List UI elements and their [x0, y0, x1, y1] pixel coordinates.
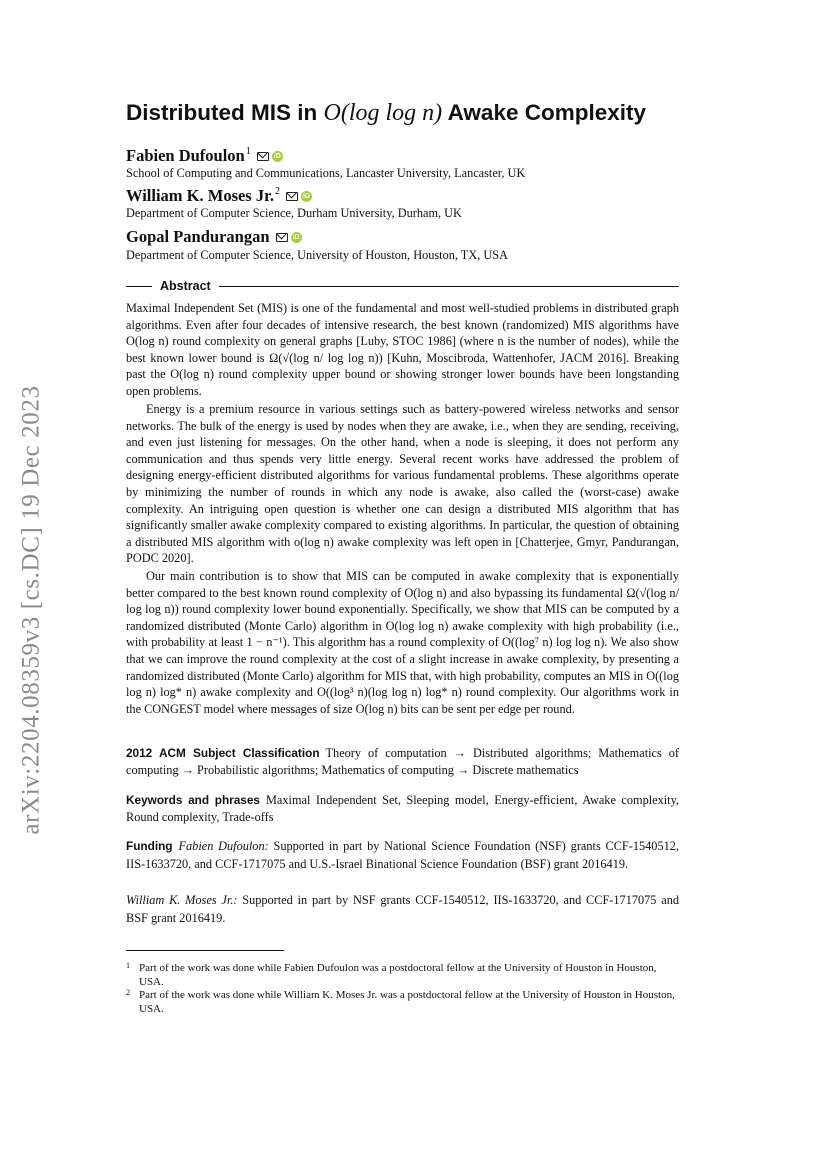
funding-1 — [126, 838, 679, 873]
abstract-paragraph-2: Energy is a premium resource in various settings such as battery-powered wireless networks and sensor networks. The bulk of the energy is used by nodes when they are awake, i.e., when they are sending, receiving, and even just listening for messages. On the other hand, when a node is sleeping, it does not perform any communication and thus spends very little energy. Several recent works have addressed the problem of designing energy-efficient distributed algorithms for various fundamental problems. These algorithms operate by minimizing the number of rounds in which any node is awake, also called the (worst-case) awake complexity. An intriguing open question is whether one can design a distributed MIS algorithm that has significantly smaller awake complexity compared to existing algorithms. In particular, the question of obtaining a distributed MIS algorithm with o(log n) awake complexity was left open in [Chatterjee, Gmyr, Pandurangan, PODC 2020]. — [126, 402, 679, 566]
author-3 — [126, 227, 302, 247]
keywords-label: Keywords and phrases — [126, 793, 260, 807]
abstract-paragraph-3: Our main contribution is to show that MIS can be computed in awake complexity that is exponentially better compared to the best known round complexity of O(log n) and also bypassing its fundamental Ω(√(log n/ log log n)) round complexity lower bound exponentially. Specifically, we show that MIS can be computed by a randomized distributed (Monte Carlo) algorithm in O(log log n) awake complexity with high probability (i.e., with probability at least 1 − n⁻¹). This algorithm has a round complexity of O((log⁷ n) log log n). We also show that we can improve the round complexity at the cost of a slight increase in awake complexity, by presenting a randomized distributed (Monte Carlo) algorithm for MIS that, with high probability, computes an MIS in O((log log n) log* n) awake complexity and O((log³ n)(log log n) log* n) round complexity. Our algorithms work in the CONGEST model where messages of size O(log n) bits can be sent per edge per round. — [126, 569, 679, 716]
abstract-heading-text: Abstract — [160, 279, 211, 293]
author-name: William K. Moses Jr. — [126, 186, 275, 205]
author-1-affiliation: School of Computing and Communications, Lancaster University, Lancaster, UK — [126, 166, 526, 180]
author-name: Fabien Dufoulon — [126, 146, 245, 165]
title-pre: Distributed MIS in — [126, 100, 324, 125]
footnote-divider — [126, 950, 284, 951]
funding-text: Supported in part by National Science Foundation (NSF) grants CCF-1540512, IIS-1633720, and CCF-1717075 and U.S.-Israel Binational Science Foundation (BSF) grant 2016419. — [126, 839, 679, 871]
orcid-icon[interactable]: iD — [273, 152, 281, 160]
keywords — [126, 792, 679, 825]
author-1 — [126, 146, 283, 166]
funding-name: William K. Moses Jr.: — [126, 893, 238, 907]
author-2 — [126, 186, 312, 206]
author-footnote-mark: 1 — [245, 145, 251, 157]
email-icon[interactable] — [257, 152, 269, 161]
author-3-affiliation: Department of Computer Science, University of Houston, Houston, TX, USA — [126, 248, 508, 262]
email-icon[interactable] — [286, 192, 298, 201]
orcid-icon[interactable]: iD — [292, 233, 300, 241]
author-name: Gopal Pandurangan — [126, 227, 270, 246]
funding-2 — [126, 892, 679, 927]
footnote-number: 2 — [126, 988, 130, 997]
funding-text: Supported in part by NSF grants CCF-1540512, IIS-1633720, and CCF-1717075 and BSF grant 2016419. — [126, 893, 679, 925]
acm-classification — [126, 745, 679, 778]
footnote-2 — [126, 989, 679, 1016]
acm-label: 2012 ACM Subject Classification — [126, 746, 320, 760]
title-post: Awake Complexity — [442, 100, 647, 125]
arxiv-stamp-text: arXiv:2204.08359v3 [cs.DC] 19 Dec 2023 — [18, 385, 45, 835]
divider — [219, 286, 679, 287]
author-footnote-mark: 2 — [275, 185, 281, 197]
divider — [126, 286, 152, 287]
footnote-text: Part of the work was done while William K. Moses Jr. was a postdoctoral fellow at the University of Houston in Houston, USA. — [139, 989, 675, 1015]
author-2-affiliation: Department of Computer Science, Durham University, Durham, UK — [126, 206, 462, 220]
funding-label: Funding — [126, 839, 173, 853]
keywords-text: Maximal Independent Set, Sleeping model, Energy-efficient, Awake complexity, Round complexity, Trade-offs — [126, 793, 679, 824]
footnote-number: 1 — [126, 961, 130, 970]
title-math: O(log log n) — [323, 100, 443, 126]
arxiv-stamp — [12, 360, 52, 860]
acm-text: Theory of computation → Distributed algorithms; Mathematics of computing → Probabilistic algorithms; Mathematics of computing → Discrete mathematics — [126, 746, 679, 777]
abstract-heading — [126, 279, 679, 293]
footnote-text: Part of the work was done while Fabien Dufoulon was a postdoctoral fellow at the University of Houston in Houston, USA. — [139, 962, 657, 988]
footnote-1 — [126, 962, 679, 989]
paper-title — [126, 100, 686, 127]
email-icon[interactable] — [276, 233, 288, 242]
abstract-paragraph-1: Maximal Independent Set (MIS) is one of the fundamental and most well-studied problems in distributed graph algorithms. Even after four decades of intensive research, the best known (randomized) MIS algorithms have O(log n) round complexity on general graphs [Luby, STOC 1986] (where n is the number of nodes), while the best known lower bound is Ω(√(log n/ log log n)) [Kuhn, Moscibroda, Wattenhofer, JACM 2016]. Breaking past the O(log n) round complexity upper bound or showing stronger lower bounds have been longstanding open problems. — [126, 301, 679, 398]
funding-name: Fabien Dufoulon: — [178, 839, 269, 853]
orcid-icon[interactable]: iD — [303, 192, 311, 200]
